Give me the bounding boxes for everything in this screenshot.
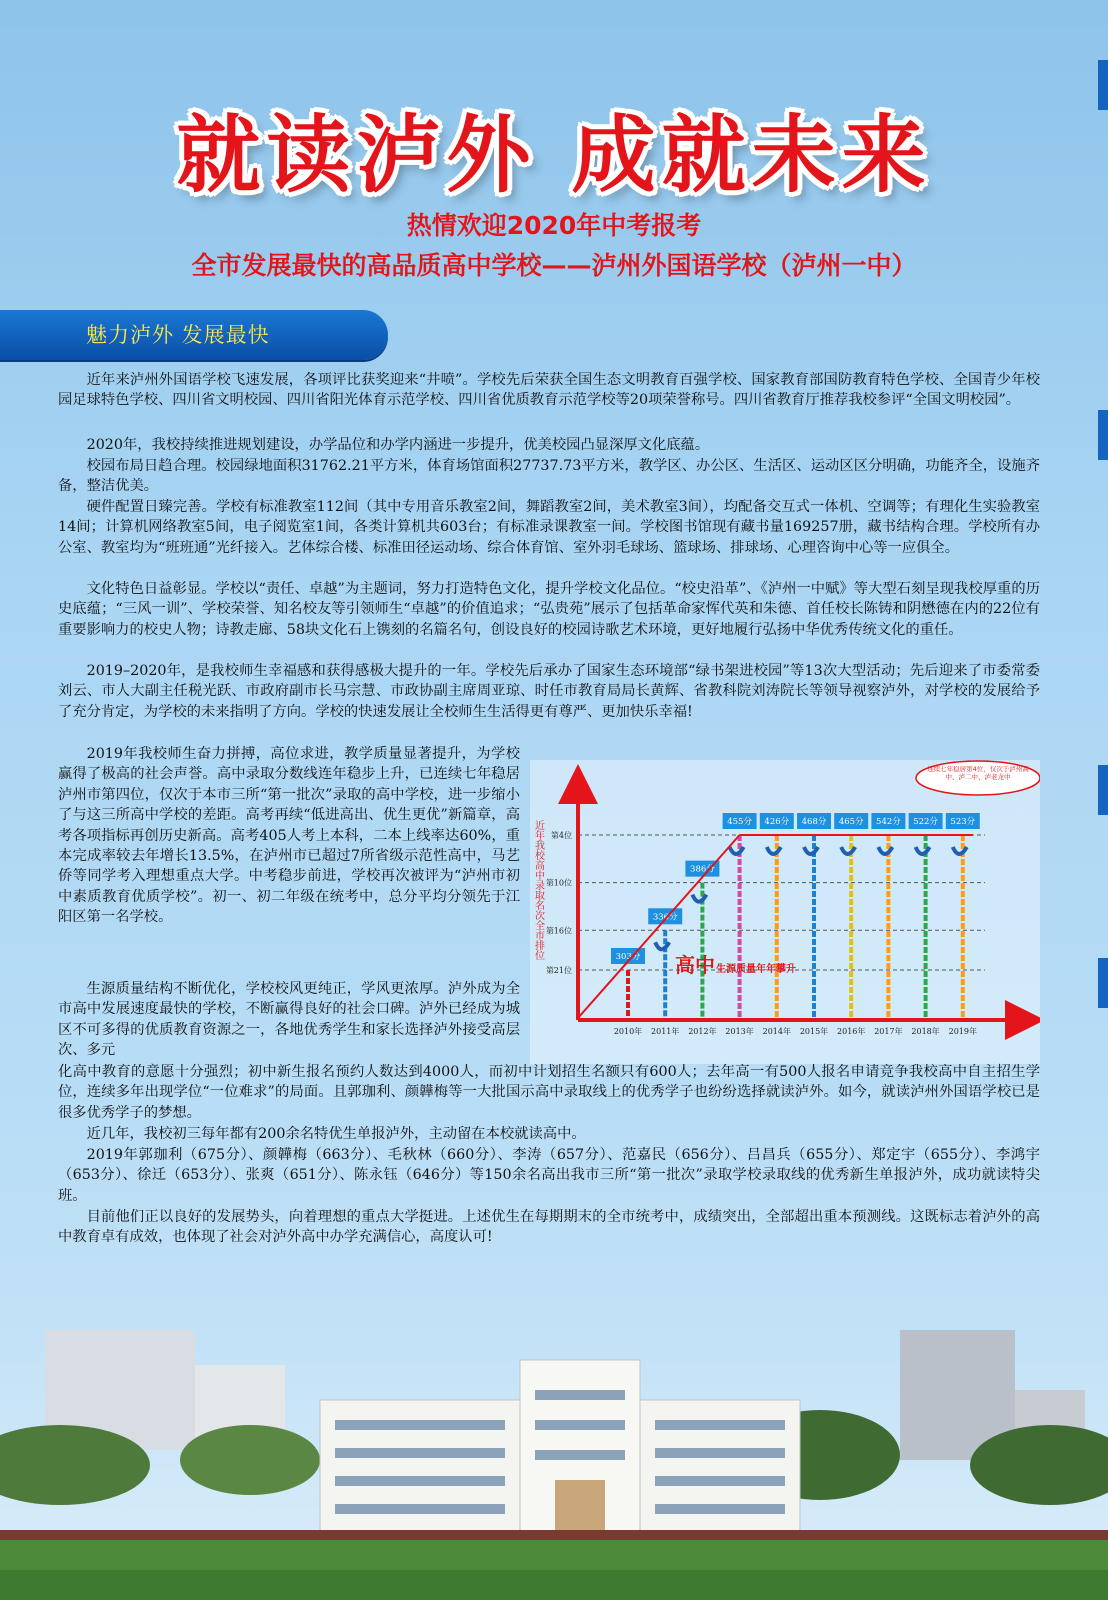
x-tick-label: 2011年 (651, 1027, 680, 1036)
paragraph-culture: 文化特色日益彰显。学校以“责任、卓越”为主题词，努力打造特色文化，提升学校文化品位。“校史沿革”、《泸州一中赋》等大型石刻呈现我校厚重的历史底蕴；“三风一训”、学校荣誉、知名校友等引领师生“卓越”的价值追求；“弘贵苑”展示了包括革命家恽代英和朱德、首任校长陈铸和阴懋德在内的22位有重要影响力的校史人物；诗教走廊、58块文化石上镌刻的名篇名句，创设良好的校园诗歌艺术环境，更好地履行弘扬中华优秀传统文化的重任。 (58, 581, 1040, 638)
paragraph-student-quality-cont: 化高中教育的意愿十分强烈；初中新生报名预约人数达到4000人，而初中计划招生名额只有600人；去年高一有500人报名申请竞争我校高中自主招生学位，连续多年出现学位“一位难求”的局面。且郭珈利、颜韡梅等一大批国示高中录取线上的优秀学子也纷纷选择就读泸外。如今，就读泸州外国语学校已是很多优秀学子的梦想。 (58, 1064, 1040, 1121)
paragraph-teaching-quality: 2019年我校师生奋力拼搏，高位求进，教学质量显著提升，为学校赢得了极高的社会声誉。高中录取分数线连年稳步上升，已连续七年稳居泸州市第四位，仅次于本市三所“第一批次”录取的高中学校，进一步缩小了与这三所高中学校的差距。高考再续“低进高出、优生更优”新篇章，高考各项指标再创历史新高。高考405人考上本科，二本上线率达60%，重本完成率较去年增长13.5%，在泸州市已超过7所省级示范性高中，马艺侨等同学考入理想重点大学。中考稳步前进，学校再次被评为“泸州市初中素质教育优质学校”。初一、初二年级在统考中，总分平均分领先于江阳区第一名学校。 (58, 746, 520, 926)
chart-annotation: 高中 (675, 953, 715, 977)
paragraph-campus: 校园布局日趋合理。校园绿地面积31762.21平方米，体育场馆面积27737.73平方米，教学区、办公区、生活区、运动区区分明确，功能齐全，设施齐备，整洁优美。 (58, 458, 1040, 495)
paragraph-facilities: 硬件配置日臻完善。学校有标准教室112间（其中专用音乐教室2间，舞蹈教室2间，美术教室3间），均配备交互式一体机、空调等；有理化生实验教室14间；计算机网络教室5间，电子阅览室1间，各类计算机共603台；有标准录课教室一间。学校图书馆现有藏书量169257册，藏书结构合理。学校所有办公室、教室均为“班班通”光纤接入。艺体综合楼、标准田径运动场、综合体育馆、室外羽毛球场、篮球场、排球场、心理咨询中心等一应俱全。 (58, 499, 1040, 556)
edge-decoration (1098, 765, 1108, 815)
paragraph-future: 目前他们正以良好的发展势头，向着理想的重点大学挺进。上述优生在每期期末的全市统考中，成绩突出，全部超出重本预测线。这既标志着泸外的高中教育卓有成效，也体现了社会对泸外高中办学充满信心，高度认可! (58, 1209, 1040, 1246)
score-label: 468分 (801, 817, 827, 827)
paragraph-top-students: 近几年，我校初三每年都有200余名特优生单报泸外，主动留在本校就读高中。 (86, 1126, 586, 1142)
page-title: 就读泸外 成就未来 (176, 105, 932, 204)
x-tick-label: 2017年 (874, 1027, 903, 1036)
section-title: 魅力泸外 发展最快 (86, 323, 270, 347)
score-label: 336分 (652, 912, 678, 923)
subtitle-school: 全市发展最快的高品质高中学校——泸州外国语学校（泸州一中） (191, 251, 917, 280)
x-tick-label: 2012年 (688, 1027, 717, 1036)
x-tick-label: 2013年 (725, 1027, 754, 1036)
score-label: 386分 (690, 864, 715, 875)
x-tick-label: 2019年 (948, 1027, 977, 1036)
paragraph-2019-scores: 2019年郭珈利（675分）、颜韡梅（663分）、毛秋林（660分）、李涛（657分）、范嘉民（656分）、吕昌兵（655分）、郑定宇（655分）、李鸿宇（653分）、徐迁（653分）、张爽（651分）、陈永钰（646分）等150余名高出我市三所“第一批次”录取学校录取线的优秀新生单报泸外，成功就读特尖班。 (58, 1147, 1040, 1204)
x-tick-label: 2018年 (911, 1027, 940, 1036)
score-label: 522分 (913, 817, 938, 827)
y-tick-label: 第4位 (550, 831, 572, 840)
score-label: 465分 (838, 817, 864, 827)
y-tick-label: 第10位 (545, 878, 572, 888)
score-label: 523分 (950, 817, 976, 827)
paragraph-2020: 2020年，我校持续推进规划建设，办学品位和办学内涵进一步提升，优美校园凸显深厚文化底蕴。 (86, 437, 710, 453)
chart-annotation-small: 生源质量年年攀升 (716, 964, 796, 975)
paragraph-awards: 近年来泸州外国语学校飞速发展，各项评比获奖迎来“井喷”。学校先后荣获全国生态文明教育百强学校、国家教育部国防教育特色学校、全国青少年校园足球特色学校、四川省文明校园、四川省阳光体育示范学校、四川省优质教育示范学校等20项荣誉称号。四川省教育厅推荐我校参评“全国文明校园”。 (58, 372, 1040, 409)
score-label: 426分 (764, 817, 790, 827)
ranking-chart (530, 760, 1040, 1064)
campus-photo (0, 1330, 1108, 1600)
y-tick-label: 第16位 (545, 926, 572, 936)
x-tick-label: 2010年 (613, 1027, 643, 1036)
x-tick-label: 2015年 (799, 1027, 829, 1036)
score-label: 455分 (727, 817, 752, 827)
edge-decoration (1098, 410, 1108, 460)
section-banner (0, 310, 388, 360)
y-axis-label: 近年我校高中录取名次全市排位 (532, 820, 544, 960)
paragraph-2019-2020: 2019–2020年，是我校师生幸福感和获得感极大提升的一年。学校先后承办了国家生态环境部“绿书架进校园”等13次大型活动；先后迎来了市委常委刘云、市人大副主任税光跃、市政府副市长马宗慧、市政协副主席周亚琼、时任市教育局局长黄辉、省教科院刘涛院长等领导视察泸外，对学校的发展给予了充分肯定，为学校的未来指明了方向。学校的快速发展让全校师生生活得更有尊严、更加快乐幸福! (58, 663, 1040, 720)
edge-decoration (1098, 958, 1108, 1008)
paragraph-student-quality: 生源质量结构不断优化，学校校风更纯正，学风更浓厚。泸外成为全市高中发展速度最快的学校，不断赢得良好的社会口碑。泸外已经成为城区不可多得的优质教育资源之一，各地优秀学生和家长选择泸外接受高层次、多元 (58, 981, 520, 1059)
score-label: 303分 (615, 952, 641, 962)
y-tick-label: 第21位 (545, 966, 572, 975)
score-label: 542分 (876, 817, 901, 827)
subtitle-welcome: 热情欢迎2020年中考报考 (406, 211, 702, 240)
speech-bubble-text: 连续七年稳居第4位，仅次于泸州高中、泸二中、泸老龙中 (927, 766, 1029, 781)
x-tick-label: 2016年 (837, 1027, 866, 1036)
x-tick-label: 2014年 (762, 1027, 791, 1036)
